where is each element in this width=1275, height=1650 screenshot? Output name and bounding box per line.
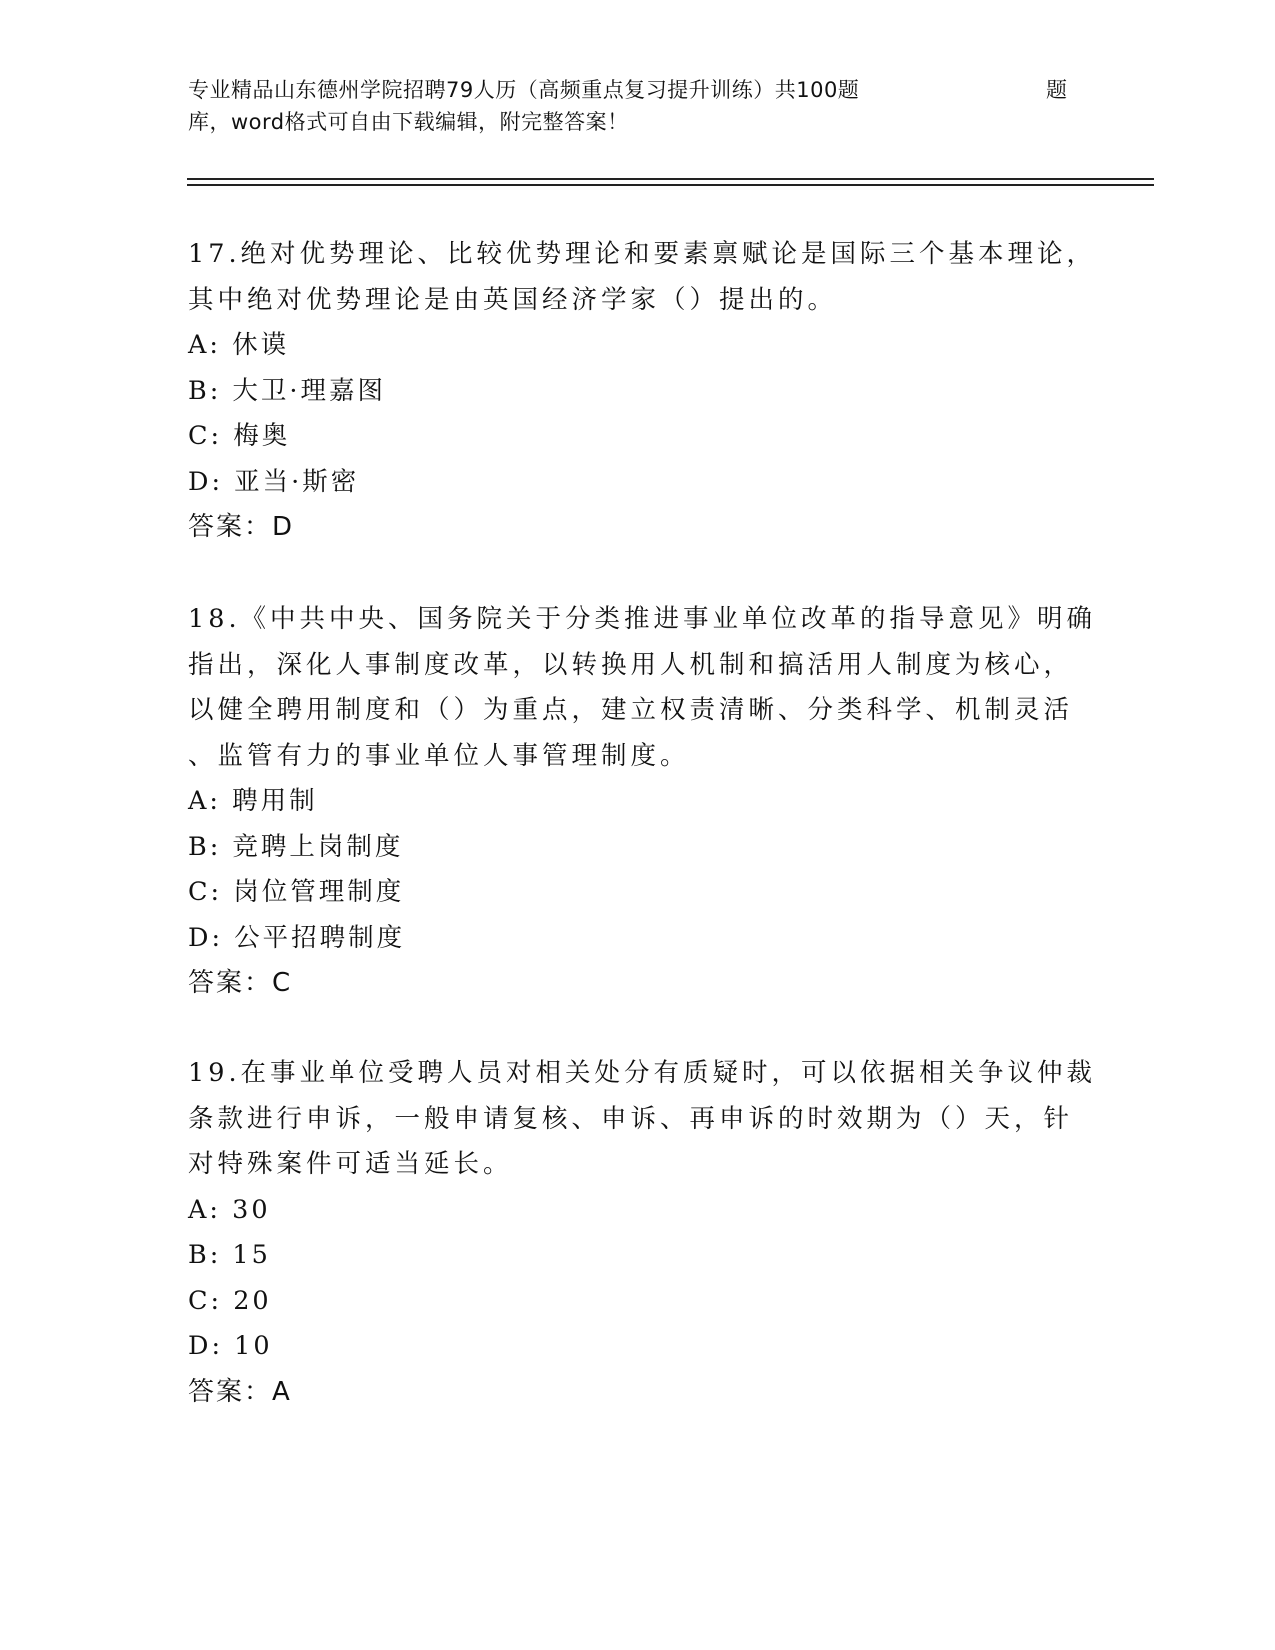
option-c: C: 梅奥 — [188, 421, 291, 451]
option-a: A: 休谟 — [188, 330, 290, 360]
option-a: A: 30 — [188, 1194, 271, 1225]
question-stem-line: 对特殊案件可适当延长。 — [188, 1149, 513, 1179]
question-stem-line: 指出，深化人事制度改革，以转换用人机制和搞活用人制度为核心， — [188, 649, 1074, 680]
answer-line: 答案：A — [188, 1376, 292, 1407]
option-b: B: 竞聘上岗制度 — [188, 831, 404, 862]
question-stem-line: 17.绝对优势理论、比较优势理论和要素禀赋论是国际三个基本理论， — [188, 239, 1097, 269]
question-17 — [188, 232, 1097, 551]
option-c: C: 20 — [188, 1285, 272, 1316]
option-c: C: 岗位管理制度 — [188, 877, 405, 907]
option-d: D: 10 — [188, 1331, 273, 1361]
option-d: D: 公平招聘制度 — [188, 922, 406, 953]
page-header — [188, 74, 1068, 138]
header-divider-bottom — [187, 184, 1154, 186]
question-19 — [188, 1051, 1097, 1415]
question-stem-line: 、监管有力的事业单位人事管理制度。 — [188, 740, 690, 771]
header-divider-top — [187, 178, 1154, 180]
option-b: B: 大卫·理嘉图 — [188, 375, 387, 406]
question-stem-line: 18.《中共中央、国务院关于分类推进事业单位改革的指导意见》明确 — [188, 604, 1097, 634]
option-b: B: 15 — [188, 1240, 271, 1270]
option-a: A: 聘用制 — [188, 786, 318, 816]
question-stem-line: 以健全聘用制度和（）为重点，建立权责清晰、分类科学、机制灵活 — [188, 695, 1074, 725]
header-title-line-2: 库，word格式可自由下载编辑，附完整答案！ — [188, 110, 629, 134]
header-title-right-fragment: 题 — [1046, 78, 1067, 102]
question-stem-line: 条款进行申诉，一般申请复核、申诉、再申诉的时效期为（）天，针 — [188, 1103, 1074, 1134]
question-stem-line: 其中绝对优势理论是由英国经济学家（）提出的。 — [188, 284, 838, 315]
answer-line: 答案：D — [188, 512, 295, 542]
option-d: D: 亚当·斯密 — [188, 466, 360, 497]
question-18 — [188, 597, 1097, 1007]
header-title-line-1: 专业精品山东德州学院招聘79人历（高频重点复习提升训练）共100题 — [188, 78, 860, 102]
answer-line: 答案：C — [188, 968, 293, 998]
question-stem-line: 19.在事业单位受聘人员对相关处分有质疑时，可以依据相关争议仲裁 — [188, 1058, 1097, 1088]
